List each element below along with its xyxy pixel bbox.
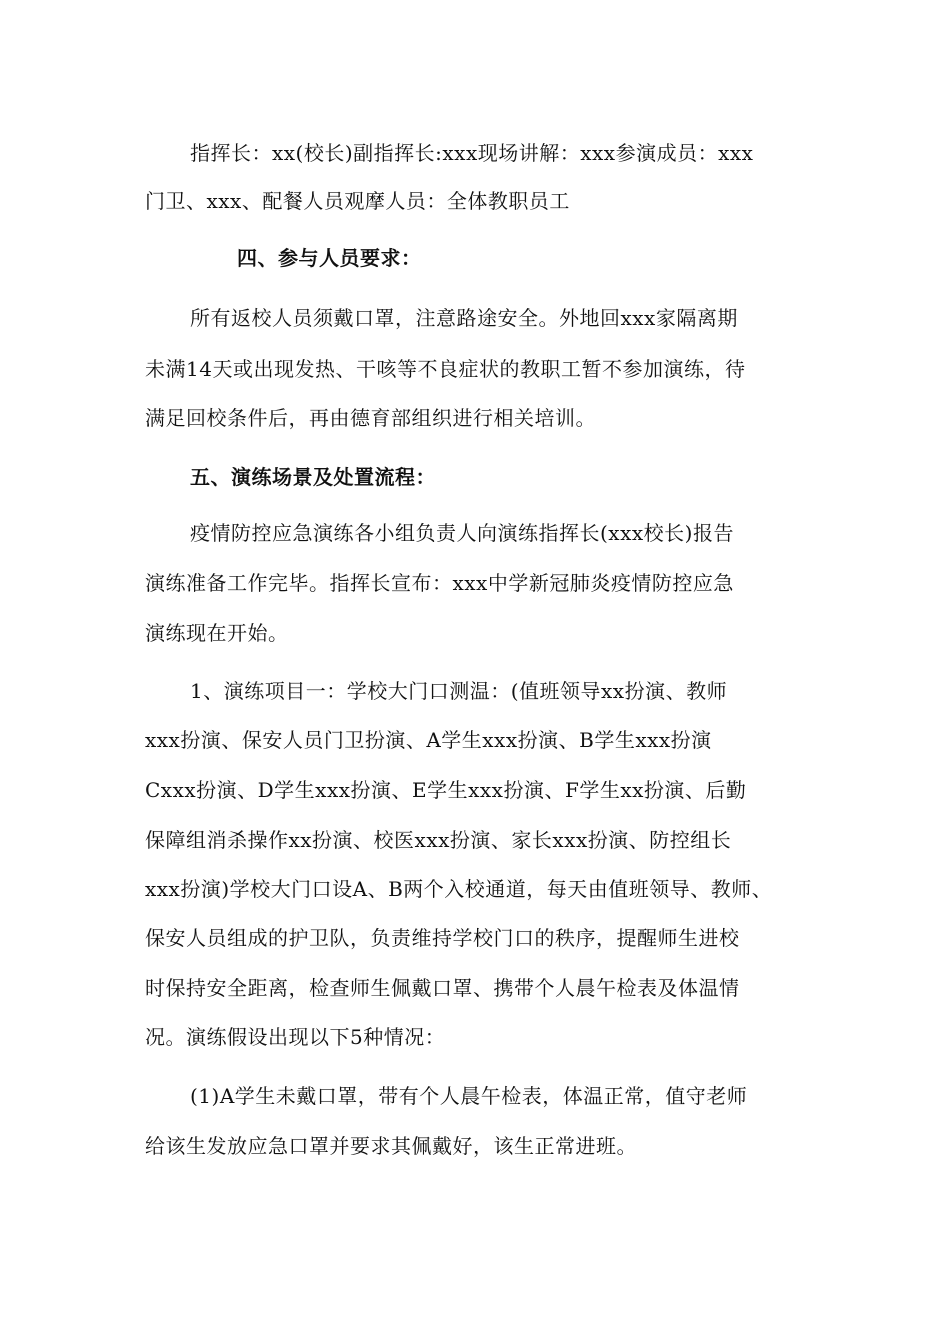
- text-line-5: 未满14天或出现发热、干咳等不良症状的教职工暂不参加演练，待: [145, 357, 746, 381]
- text-line-15: xxx扮演)学校大门口设A、B两个入校通道，每天由值班领导、教师、: [145, 877, 773, 901]
- text-line-16: 保安人员组成的护卫队，负责维持学校门口的秩序，提醒师生进校: [145, 926, 740, 950]
- text-line-10: 演练现在开始。: [145, 621, 289, 645]
- text-line-8: 疫情防控应急演练各小组负责人向演练指挥长(xxx校长)报告: [190, 521, 734, 545]
- text-line-18: 况。演练假设出现以下5种情况：: [145, 1025, 446, 1049]
- text-line-9: 演练准备工作完毕。指挥长宣布：xxx中学新冠肺炎疫情防控应急: [145, 571, 734, 595]
- text-line-14: 保障组消杀操作xx扮演、校医xxx扮演、家长xxx扮演、防控组长: [145, 828, 732, 852]
- text-line-17: 时保持安全距离，检查师生佩戴口罩、携带个人晨午检表及体温情: [145, 976, 740, 1000]
- text-line-2: 门卫、xxx、配餐人员观摩人员：全体教职员工: [145, 189, 570, 213]
- section-heading-4: 四、参与人员要求：: [237, 246, 422, 270]
- text-line-13: Cxxx扮演、D学生xxx扮演、E学生xxx扮演、F学生xx扮演、后勤: [145, 778, 747, 802]
- section-heading-5: 五、演练场景及处置流程：: [190, 465, 436, 489]
- text-line-6: 满足回校条件后，再由德育部组织进行相关培训。: [145, 406, 596, 430]
- text-line-11: 1、演练项目一：学校大门口测温：(值班领导xx扮演、教师: [190, 679, 728, 703]
- text-line-12: xxx扮演、保安人员门卫扮演、A学生xxx扮演、B学生xxx扮演: [145, 728, 712, 752]
- text-line-20: 给该生发放应急口罩并要求其佩戴好，该生正常进班。: [145, 1134, 637, 1158]
- text-line-4: 所有返校人员须戴口罩，注意路途安全。外地回xxx家隔离期: [190, 306, 738, 330]
- text-line-1: 指挥长：xx(校长)副指挥长:xxx现场讲解：xxx参演成员：xxx: [190, 141, 754, 165]
- text-line-19: (1)A学生未戴口罩，带有个人晨午检表，体温正常，值守老师: [190, 1084, 748, 1108]
